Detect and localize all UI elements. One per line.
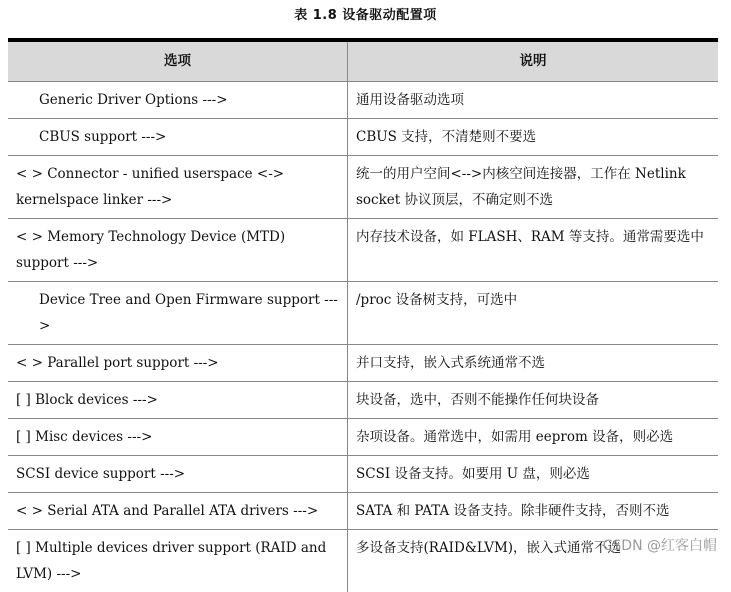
option-cell: Generic Driver Options --->: [8, 82, 348, 118]
description-cell: 统一的用户空间<-->内核空间连接器，工作在 Netlink socket 协议顶层，不确定则不选: [356, 166, 686, 208]
table-row: [8, 119, 718, 156]
header-option: 选项: [8, 42, 348, 81]
description-cell: 内存技术设备，如 FLASH、RAM 等支持。通常需要选中: [356, 229, 704, 245]
option-cell: < > Serial ATA and Parallel ATA drivers --->: [8, 493, 348, 529]
table-row: [8, 282, 718, 345]
description-cell: SCSI 设备支持。如要用 U 盘，则必选: [356, 466, 590, 482]
description-cell: CBUS 支持，不清楚则不要选: [356, 129, 537, 145]
table-row: [8, 456, 718, 493]
table-row: [8, 219, 718, 282]
option-cell: SCSI device support --->: [8, 456, 348, 492]
description-cell: 杂项设备。通常选中，如需用 eeprom 设备，则必选: [356, 429, 674, 445]
table-row: [8, 82, 718, 119]
header-description: 说明: [519, 53, 547, 69]
option-cell: < > Memory Technology Device (MTD) support --->: [8, 219, 348, 281]
table-row: [8, 419, 718, 456]
table-row: [8, 493, 718, 530]
description-cell: 块设备，选中，否则不能操作任何块设备: [356, 392, 599, 408]
table-caption: 表 1.8 设备驱动配置项: [294, 8, 437, 23]
description-cell: 并口支持，嵌入式系统通常不选: [356, 355, 545, 371]
table-header-row: [8, 42, 718, 82]
table-row: [8, 345, 718, 382]
option-cell: [ ] Misc devices --->: [8, 419, 348, 455]
option-cell: [ ] Multiple devices driver support (RAID and LVM) --->: [8, 530, 348, 592]
option-cell: CBUS support --->: [8, 119, 348, 155]
config-table: [8, 38, 718, 592]
option-cell: < > Parallel port support --->: [8, 345, 348, 381]
description-cell: SATA 和 PATA 设备支持。除非硬件支持，否则不选: [356, 503, 670, 519]
table-row: [8, 156, 718, 219]
description-cell: /proc 设备树支持，可选中: [356, 292, 518, 308]
option-cell: [ ] Block devices --->: [8, 382, 348, 418]
table-row: [8, 382, 718, 419]
option-cell: < > Connector - unified userspace <-> kernelspace linker --->: [8, 156, 348, 218]
watermark: CSDN @红客白帽: [602, 538, 717, 554]
option-cell: Device Tree and Open Firmware support --->: [8, 282, 348, 344]
description-cell: 多设备支持(RAID&LVM)，嵌入式通常不选: [356, 540, 622, 556]
description-cell: 通用设备驱动选项: [356, 92, 464, 108]
